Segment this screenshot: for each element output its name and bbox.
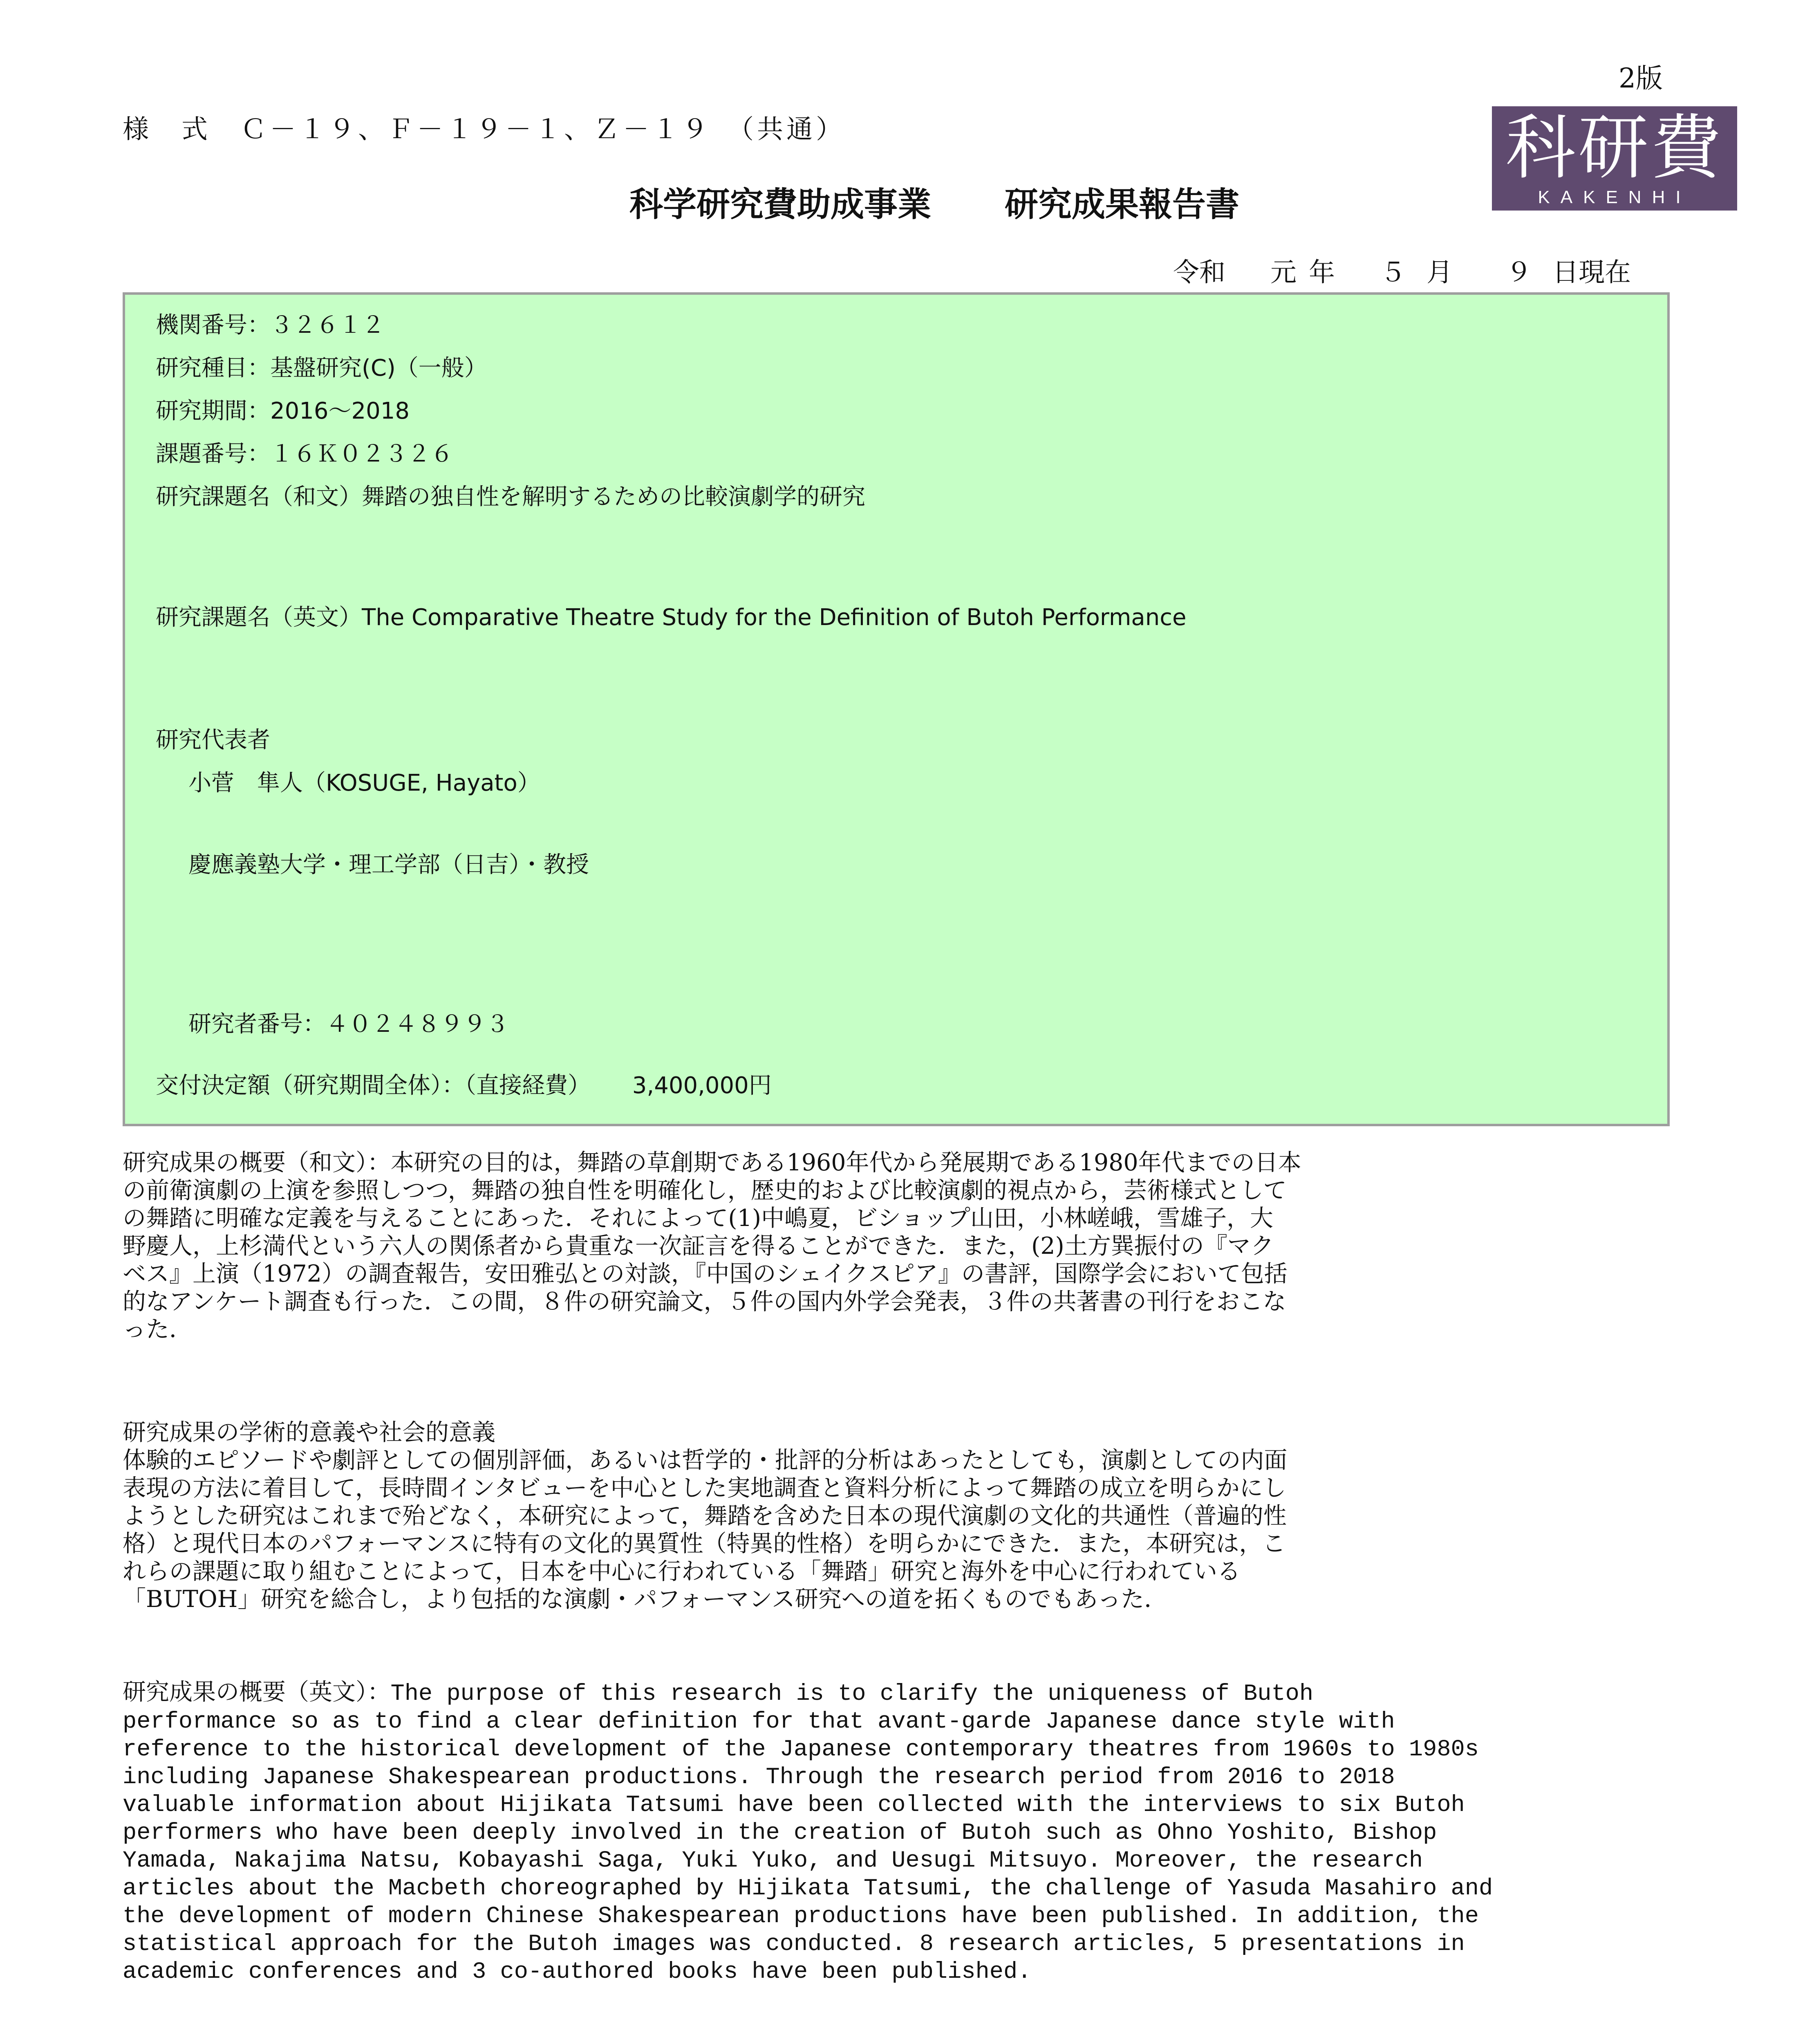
- form-id: 様 式 Ｃ－１９、Ｆ－１９－１、Ｚ－１９ （共通）: [123, 114, 845, 145]
- summary-ja-line: 的なアンケート調査も行った．この間，８件の研究論文，５件の国内外学会発表，３件の共著書の刊行をおこな: [123, 1288, 1286, 1315]
- date-day-unit: 日現在: [1552, 258, 1631, 288]
- summary-en-line: articles about the Macbeth choreographed by Hijikata Tatsumi, the challenge of Yasuda Masahiro and: [123, 1876, 1493, 1902]
- summary-ja: [123, 1149, 1635, 1343]
- date-month-unit: 月: [1427, 258, 1453, 288]
- representative-name: 小菅 隼人（KOSUGE, Hayato）: [188, 770, 540, 796]
- representative-affiliation: 慶應義塾大学・理工学部（日吉）・教授: [188, 852, 589, 878]
- significance-line: ようとした研究はこれまで殆どなく，本研究によって，舞踏を含めた日本の現代演劇の文化的共通性（普遍的性: [123, 1502, 1287, 1529]
- research-type: 研究種目：基盤研究(C)（一般）: [156, 355, 487, 381]
- researcher-number: 研究者番号：４０２４８９９３: [188, 1011, 509, 1038]
- grant-amount: 交付決定額（研究期間全体）：（直接経費） 3,400,000円: [156, 1072, 772, 1099]
- significance-section: [123, 1419, 1635, 1613]
- version-label: 2版: [1619, 63, 1663, 94]
- institution-number: 機関番号：３２６１２: [156, 312, 385, 338]
- summary-en: [123, 1680, 1635, 1986]
- date-day: ９: [1506, 258, 1532, 288]
- summary-en-line: statistical approach for the Butoh images was conducted. 8 research articles, 5 presentations in: [123, 1931, 1465, 1957]
- date-year-unit: 年: [1309, 258, 1335, 288]
- significance-line: 格）と現代日本のパフォーマンスに特有の文化的異質性（特異的性格）を明らかにできた．また，本研究は，こ: [123, 1530, 1286, 1557]
- date-era: 令和: [1173, 258, 1225, 288]
- summary-ja-line: の舞踏に明確な定義を与えることにあった．それによって(1)中嶋夏，ビショップ山田，小林嵯峨，雪雄子，大: [123, 1205, 1274, 1232]
- summary-en-line: 研究成果の概要（英文）：The purpose of this research is to clarify the uniqueness of Butoh: [123, 1681, 1314, 1707]
- summary-en-line: performance so as to find a clear definition for that avant-garde Japanese dance style with: [123, 1709, 1395, 1735]
- project-number: 課題番号：１６Ｋ０２３２６: [156, 441, 453, 467]
- summary-en-line: Yamada, Nakajima Natsu, Kobayashi Saga, Yuki Yuko, and Uesugi Mitsuyo. Moreover, the research: [123, 1848, 1423, 1874]
- page-title: [629, 178, 1239, 226]
- project-title-en: 研究課題名（英文）The Comparative Theatre Study for the Definition of Butoh Performance: [156, 604, 1187, 631]
- date-year: 元: [1270, 258, 1297, 288]
- summary-ja-line: 野慶人，上杉満代という六人の関係者から貴重な一次証言を得ることができた．また，(2)土方巽振付の『マク: [123, 1233, 1274, 1260]
- summary-en-line: academic conferences and 3 co-authored books have been published.: [123, 1959, 1032, 1985]
- representative-label: 研究代表者: [156, 727, 270, 753]
- summary-ja-line: った．: [123, 1316, 193, 1343]
- title-right: 研究成果報告書: [1005, 185, 1240, 224]
- significance-line: れらの課題に取り組むことによって，日本を中心に行われている「舞踏」研究と海外を中心に行われている: [123, 1558, 1241, 1585]
- kakenhi-logo: [1492, 106, 1737, 211]
- significance-line: 「BUTOH」研究を総合し，より包括的な演劇・パフォーマンス研究への道を拓くものでもあった．: [123, 1586, 1168, 1613]
- significance-line: 表現の方法に着目して，長時間インタビューを中心とした実地調査と資料分析によって舞踏の成立を明らかにし: [123, 1475, 1286, 1502]
- summary-en-line: valuable information about Hijikata Tatsumi have been collected with the interviews to six Butoh: [123, 1792, 1465, 1818]
- significance-heading: 研究成果の学術的意義や社会的意義: [123, 1419, 495, 1446]
- project-title-ja: 研究課題名（和文）舞踏の独自性を解明するための比較演劇学的研究: [156, 484, 865, 510]
- summary-ja-line: ベス』上演（1972）の調査報告，安田雅弘との対談，『中国のシェイクスピア』の書評，国際学会において包括: [123, 1260, 1288, 1287]
- report-date: [1173, 251, 1631, 289]
- summary-en-line: the development of modern Chinese Shakespearean productions have been published. In addition, the: [123, 1903, 1479, 1930]
- logo-sub-text: KAKENHI: [1538, 187, 1691, 207]
- summary-ja-line: 研究成果の概要（和文）：本研究の目的は，舞踏の草創期である1960年代から発展期である1980年代までの日本: [123, 1149, 1301, 1176]
- summary-en-line: including Japanese Shakespearean productions. Through the research period from 2016 to 2018: [123, 1764, 1395, 1791]
- summary-ja-line: の前衛演劇の上演を参照しつつ，舞踏の独自性を明確化し，歴史的および比較演劇的視点から，芸術様式として: [123, 1177, 1287, 1204]
- logo-main-text: 科研費: [1505, 107, 1724, 189]
- summary-en-line: performers who have been deeply involved in the creation of Butoh such as Ohno Yoshito, Bishop: [123, 1820, 1437, 1846]
- research-period: 研究期間：2016～2018: [156, 398, 410, 424]
- title-left: 科学研究費助成事業: [629, 185, 932, 224]
- project-info-box: [123, 292, 1670, 1126]
- significance-line: 体験的エピソードや劇評としての個別評価，あるいは哲学的・批評的分析はあったとしても，演劇としての内面: [123, 1447, 1288, 1474]
- summary-en-line: reference to the historical development of the Japanese contemporary theatres from 1960s to 1980s: [123, 1737, 1479, 1763]
- date-month: ５: [1380, 258, 1406, 288]
